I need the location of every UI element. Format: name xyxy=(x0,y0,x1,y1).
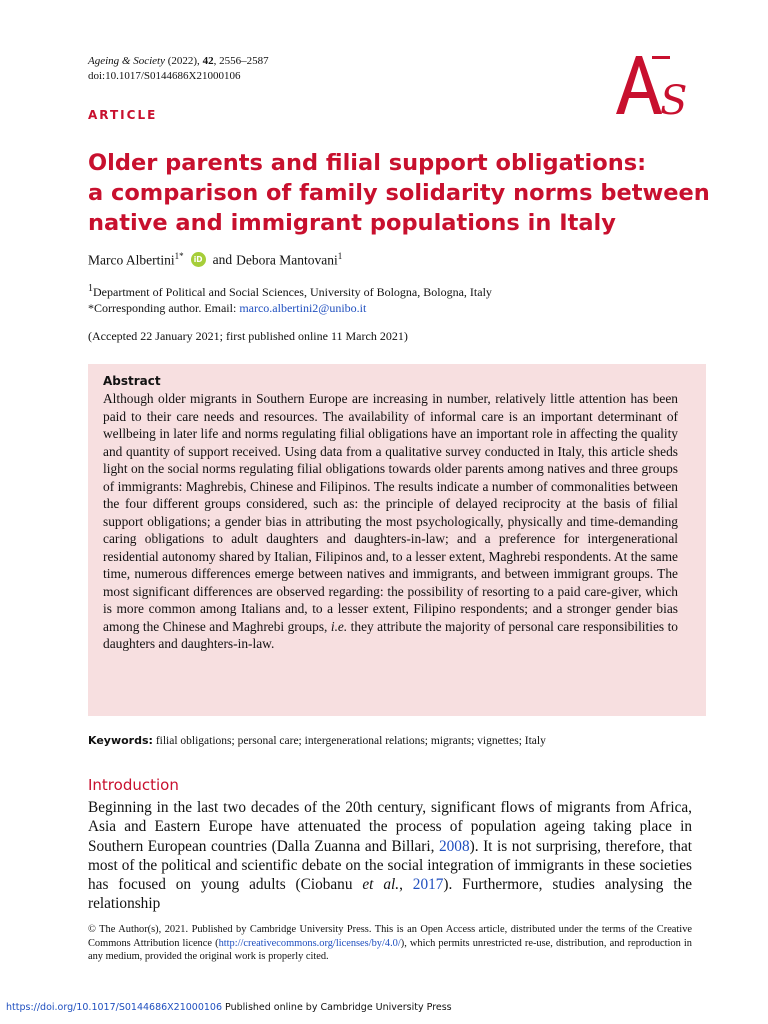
author-list xyxy=(88,251,342,269)
svg-text:S: S xyxy=(660,78,688,118)
license-link[interactable]: http://creativecommons.org/licenses/by/4.0/ xyxy=(218,937,401,949)
corresponding-author: *Corresponding author. Email: marco.albertini2@unibo.it xyxy=(88,301,367,315)
abstract-text: Although older migrants in Southern Europe are increasing in number, relatively little attention has been paid to their care needs and resources. The availability of informal care is an important determinant of wellbeing in later life and norms regulating filial obligations have an important role in affecting the quality and quantity of support received. Using data from a qualitative survey conducted in Italy, this article sheds light on the social norms regulating filial obligations towards older parents among natives and three groups of immigrants: Maghrebis, Chinese and Filipinos. The results indicate a number of commonalities between the four different groups considered, such as: the principle of delayed reciprocity at the basis of filial support obligations; a gender bias in attributing the most psychologically, physically and time-demanding caring obligations to adult daughters and daughters-in-law; and a preference for intergenerational residential autonomy shared by Italian, Filipinos and, to a lesser extent, Maghrebi respondents. At the same time, numerous differences emerge between natives and immigrants, and between immigrant groups. The most significant differences are observed regarding: the possibility of resorting to a paid care-giver, which is more common among Italians and, to a lesser extent, Filipino respondents; and a stronger gender bias among the Chinese and Maghrebi groups, i.e. they attribute the majority of personal care responsibilities to daughters and daughters-in-law. xyxy=(103,391,678,651)
reference-link[interactable]: 2008 xyxy=(439,837,470,855)
keywords-text: filial obligations; personal care; intergenerational relations; migrants; vignettes; Italy xyxy=(152,735,546,747)
page-footer: https://doi.org/10.1017/S0144686X21000106 Published online by Cambridge University Press xyxy=(6,1002,452,1013)
keywords xyxy=(88,734,546,747)
journal-year: (2022), xyxy=(164,55,203,67)
section-heading: Introduction xyxy=(88,776,179,794)
reference-link[interactable]: 2017 xyxy=(412,876,444,894)
affiliation-line: $^1$Department of Political and Social Sciences, University of Bologna, Bologna, Italy xyxy=(88,283,492,299)
journal-doi: doi:10.1017/S0144686X21000106 xyxy=(88,70,241,82)
author-name[interactable]: Marco Albertini$^{1*}$ xyxy=(88,251,184,268)
keywords-label: Keywords: xyxy=(88,734,153,747)
abstract-heading: Abstract xyxy=(103,374,161,388)
as-journal-logo xyxy=(612,52,696,118)
journal-citation xyxy=(88,54,269,84)
author-connector: and xyxy=(212,251,233,267)
license-notice: © The Author(s), 2021. Published by Cambridge University Press. This is an Open Access article, distributed under the terms of the Creative Commons Attribution licence (http://creativecommons.org/licenses/by/4.0/), which permits unrestricted re-use, distribution, and reproduction in any medium, provided the original work is properly cited. xyxy=(88,924,692,962)
author-email-link[interactable]: marco.albertini2@unibo.it xyxy=(239,301,367,315)
orcid-icon[interactable]: iD xyxy=(191,252,206,267)
intro-paragraph: Beginning in the last two decades of the 20th century, significant flows of migrants from Africa, Asia and Eastern Europe have attenuated the process of population ageing taking place in Southern European countries (Dalla Zuanna and Billari, 2008). It is not surprising, therefore, that most of the political and scientific debate on the social integration of immigrants in these societies has focused on young adults (Ciobanu et al., 2017). Furthermore, studies analysing the relationship xyxy=(88,799,693,913)
title-line: Older parents and filial support obligations: xyxy=(88,150,647,176)
article-title xyxy=(88,148,708,238)
title-line: a comparison of family solidarity norms between xyxy=(88,180,710,206)
doi-link[interactable]: https://doi.org/10.1017/S0144686X21000106 xyxy=(6,1002,223,1013)
author-name[interactable]: Debora Mantovani$^1$ xyxy=(236,251,343,268)
title-line: native and immigrant populations in Italy xyxy=(88,210,616,236)
affiliations xyxy=(88,281,492,316)
article-type-label: ARTICLE xyxy=(88,108,158,122)
journal-pages: , 2556–2587 xyxy=(213,55,269,67)
journal-title: Ageing & Society xyxy=(88,55,165,67)
publication-dates: (Accepted 22 January 2021; first published online 11 March 2021) xyxy=(88,329,408,343)
journal-volume: 42 xyxy=(202,55,214,67)
